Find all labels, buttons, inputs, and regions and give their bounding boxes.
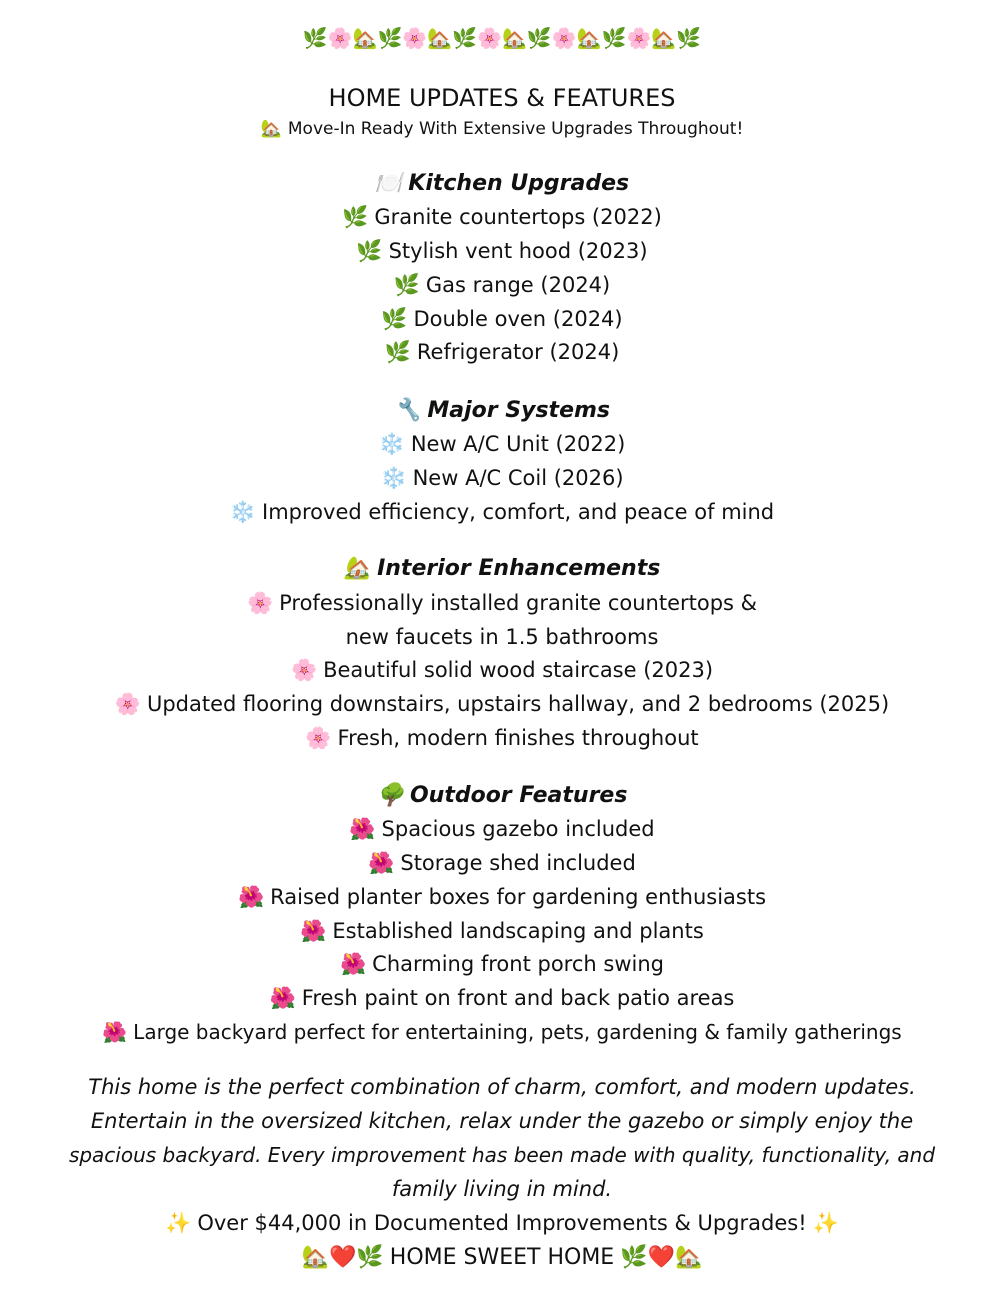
- hibiscus-icon: 🌺: [300, 919, 327, 943]
- flower-icon: 🌸: [305, 726, 332, 750]
- sparkles-icon: ✨: [812, 1211, 839, 1235]
- hibiscus-icon: 🌺: [269, 986, 296, 1010]
- list-item: 🌸 Updated flooring downstairs, upstairs hallway, and 2 bedrooms (2025): [114, 692, 890, 716]
- decorative-banner: [0, 28, 1004, 48]
- banner-icons: 🌿🌸🏡🌿🌸🏡🌿🌸🏡🌿🌸🏡🌿🌸🏡🌿: [302, 26, 702, 50]
- list-item: 🌿 Granite countertops (2022): [342, 205, 662, 229]
- systems-heading: [0, 400, 1004, 422]
- closing-text: Over $44,000 in Documented Improvements & Upgrades!: [197, 1211, 807, 1235]
- outdoor-heading-text: Outdoor Features: [409, 783, 628, 808]
- list-item: 🌿 Refrigerator (2024): [384, 340, 620, 364]
- snowflake-icon: ❄️: [380, 466, 407, 490]
- systems-heading-text: Major Systems: [427, 398, 611, 423]
- house-heart-leaf-icons: 🏡❤️🌿: [301, 1245, 384, 1270]
- leaf-icon: 🌿: [342, 205, 369, 229]
- list-item: 🌺 Raised planter boxes for gardening enthusiasts: [237, 885, 767, 909]
- list-item: 🌿 Stylish vent hood (2023): [356, 239, 648, 263]
- description-line: Entertain in the oversized kitchen, relax under the gazebo or simply enjoy the: [90, 1109, 914, 1133]
- hibiscus-icon: 🌺: [102, 1020, 128, 1044]
- sparkles-icon: ✨: [165, 1211, 192, 1235]
- list-item: ❄️ New A/C Coil (2026): [380, 466, 624, 490]
- flower-icon: 🌸: [246, 591, 274, 615]
- outdoor-heading: [0, 785, 1004, 807]
- list-item: 🌺 Spacious gazebo included: [349, 817, 655, 841]
- list-item: 🌿 Gas range (2024): [393, 273, 611, 297]
- list-item: 🌿 Double oven (2024): [381, 307, 623, 331]
- kitchen-heading: [0, 173, 1004, 195]
- list-item: ❄️ New A/C Unit (2022): [378, 432, 626, 456]
- description-line: family living in mind.: [391, 1177, 613, 1201]
- leaf-icon: 🌿: [393, 273, 420, 297]
- list-item-continuation: new faucets in 1.5 bathrooms: [345, 625, 659, 649]
- list-item: 🌺 Storage shed included: [368, 851, 636, 875]
- flower-icon: 🌸: [290, 658, 318, 682]
- interior-heading: [0, 558, 1004, 580]
- hibiscus-icon: 🌺: [368, 851, 395, 875]
- list-item: 🌺 Established landscaping and plants: [300, 919, 704, 943]
- leaf-heart-house-icons: 🌿❤️🏡: [620, 1245, 703, 1270]
- house-icon: 🏡: [260, 119, 282, 139]
- list-item: 🌺 Large backyard perfect for entertaining, pets, gardening & family gatherings: [102, 1020, 902, 1044]
- tree-icon: 🌳: [376, 783, 404, 808]
- list-item: ❄️ Improved efficiency, comfort, and peace of mind: [229, 500, 775, 524]
- hibiscus-icon: 🌺: [237, 885, 265, 909]
- house-icon: 🏡: [343, 556, 372, 581]
- page-subtitle: [0, 121, 1004, 138]
- list-item: 🌺 Charming front porch swing: [340, 952, 664, 976]
- list-item: 🌸 Fresh, modern finishes throughout: [305, 726, 699, 750]
- plate-icon: 🍽️: [374, 171, 403, 196]
- footer-line: [0, 1247, 1004, 1269]
- wrench-icon: 🔧: [393, 398, 422, 423]
- flower-icon: 🌸: [114, 692, 141, 716]
- leaf-icon: 🌿: [381, 307, 408, 331]
- closing-line: [0, 1213, 1004, 1234]
- list-item: 🌸 Professionally installed granite countertops &: [246, 591, 758, 615]
- leaf-icon: 🌿: [356, 239, 383, 263]
- interior-heading-text: Interior Enhancements: [377, 556, 661, 581]
- leaf-icon: 🌿: [384, 340, 411, 364]
- subtitle-text: Move-In Ready With Extensive Upgrades Throughout!: [287, 119, 744, 139]
- description-line: spacious backyard. Every improvement has been made with quality, functionality, and: [68, 1143, 936, 1167]
- snowflake-icon: ❄️: [378, 432, 405, 456]
- hibiscus-icon: 🌺: [349, 817, 376, 841]
- page-title: HOME UPDATES & FEATURES: [328, 84, 676, 112]
- list-item: 🌸 Beautiful solid wood staircase (2023): [290, 658, 714, 682]
- snowflake-icon: ❄️: [229, 500, 257, 524]
- list-item: 🌺 Fresh paint on front and back patio areas: [269, 986, 735, 1010]
- description-line: This home is the perfect combination of charm, comfort, and modern updates.: [88, 1075, 916, 1099]
- hibiscus-icon: 🌺: [340, 952, 367, 976]
- kitchen-heading-text: Kitchen Upgrades: [408, 171, 630, 196]
- footer-text: HOME SWEET HOME: [389, 1245, 615, 1270]
